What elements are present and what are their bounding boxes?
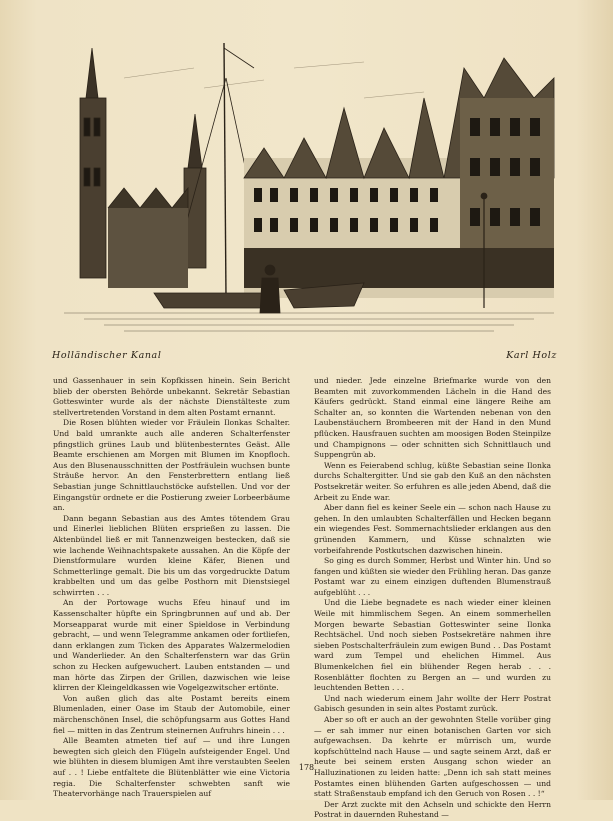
text-column-left (53, 376, 290, 800)
text-column-right (314, 376, 551, 821)
paragraph: Aber dann fiel es keiner Seele ein — schon nach Hause zu gehen. In den umlaubten Schalterfällen und Hecken begann ein wiegendes Fest. Sommernachtslieder erklangen aus den grünenden Kammern, und Küsse schnalzten wie vorbeifahrende Postkutschen dazwischen hinein. (314, 503, 551, 555)
paragraph: Der Arzt zuckte mit den Achseln und schickte den Herrn Postrat in dauernden Ruhestand — (314, 799, 551, 820)
paragraph: Wenn es Feierabend schlug, küßte Sebastian seine Ilonka durchs Schaltergitter. Und sie gab den Kuß an den nächsten Postsekretär weiter. So erfuhren es alle jeden Abend, daß die Arbeit zu Ende war. (314, 460, 551, 502)
paragraph: Dann begann Sebastian aus des Amtes tötendem Grau und Einerlei lieblichen Blüten ersprießen zu lassen. Die Aktenbündel ließ er mit Tannenzweigen bestecken, daß sie wie lachende Weihnachtspakete aussahen. An die Köpfe der Dienstformulare wurden kleine Käfer, Bienen und Schmetterlinge gemalt. Die bis um das vorgedruckte Datum krabbelten und um das gelbe Posthorn mit Dienstsiegel schwirrten . . . (53, 513, 290, 597)
paragraph: An der Portowage wuchs Efeu hinauf und im Kassenschalter hüpfte ein Springbrunnen auf und ab. Der Morseapparat wurde mit einer Spieldose in Verbindung gebracht, — und wenn Telegramme ankamen oder fortliefen, dann erklangen zum Ticken des Apparates Walzermelodien und Wanderlieder. An den Schalterfenstern war das Grün schon zu Hecken aufgewuchert. Lauben entstanden — und man hörte das Zirpen der Grillen, dazwischen wie leise klirren der Kleingeldkassen wie Vogelgezwitscher ertönte. (53, 598, 290, 693)
paragraph: Aber so oft er auch an der gewohnten Stelle vorüber ging — er sah immer nur einen botanischen Garten vor sich aufgewachsen. Da kehrte er mürrisch um, wurde kopfschüttelnd nach Hause — und sagte seinem Arzt, daß er heute bei seinem ersten Ausgang schon wieder an Halluzinationen zu leiden hatte: „Denn ich sah statt meines Postamtes einen blühenden Garten aufgeschossen — und statt Straßenstaub empfand ich den Geruch von Rosen . . !“ (314, 715, 551, 799)
paragraph: Und nach wiederum einem Jahr wollte der Herr Postrat Gabisch gesunden in sein altes Postamt zurück. (314, 693, 551, 714)
canal-etching-illustration (64, 38, 556, 334)
paragraph: Von außen glich das alte Postamt bereits einem Blumenladen, einer Oase im Staub der Automobile, einer märchenschönen Insel, die schöpfungsarm aus Gottes Hand fiel — mitten in das Zentrum steinernen Aufruhrs hinein . . . (53, 693, 290, 735)
illustration-title-caption: Holländischer Kanal (52, 350, 162, 361)
paragraph: und nieder. Jede einzelne Briefmarke wurde von den Beamten mit zuvorkommenden Lächeln in die Hand des Käufers gedrückt. Stand einmal eine längere Reihe am Schalter an, so konnten die Wartenden nebenan von den Laubenstäuchern Brombeeren mit der Hand in den Mund pflücken. Hausfrauen suchten am moosigen Boden Steinpilze und Champignons — oder schnitten sich Schnittlauch und Suppengrün ab. (314, 376, 551, 460)
illustration-artist-caption: Karl Holz (506, 350, 557, 361)
page-number: 178 (298, 763, 315, 772)
paragraph: Die Rosen blühten wieder vor Fräulein Ilonkas Schalter. Und bald umrankte auch alle anderen Schalterfenster pfingstlich grünes Laub und blütenbesterntes Geäst. Alle Beamte erschienen am Morgen mit Blumen im Knopfloch. Aus den Blusenausschnitten der Postfräulein wuchsen bunte Sträuße hervor. An den Fensterbrettern entlang ließ Sebastian junge Schnittlauchstöcke aufstellen. Und vor der Eingangstür ordnete er die Postierung zweier Lorbeerbäume an. (53, 418, 290, 513)
paragraph: und Gassenhauer in sein Kopfkissen hinein. Sein Bericht blieb der obersten Behörde unbekannt. Sekretär Sebastian Gotteswinter wurde als der nächste Dienstälteste zum stellvertretenden Vorstand in dem alten Postamt ernannt. (53, 376, 290, 417)
paragraph: So ging es durch Sommer, Herbst und Winter hin. Und so fangen und küßten sie wieder den Frühling heran. Das ganze Postamt war zu einem einzigen duftenden Blumenstrauß aufgeblüht . . . (314, 556, 551, 597)
paragraph: Alle Beamten atmeten tief auf — und ihre Lungen bewegten sich gleich den Flügeln aufsteigender Engel. Und wie blühten in diesem blumigen Amt ihre verstaubten Seelen auf . . ! Liebe entfaltete die Blütenblätter wie eine Victoria regia. Die Schalterfenster schwebten sanft wie Theatervorhänge nach Trauerspielen auf (53, 736, 290, 799)
paragraph: Und die Liebe begnadete es nach wieder einer kleinen Weile mit himmlischem Segen. An einem sommerhellen Morgen bewarte Sebastian Gotteswinter seine Ilonka Rechtsächel. Und noch sieben Postsekretäre nahmen ihre sieben Postschalterfräulein zum ewigen Bund . . Das Postamt ward zum Tempel und ehelichen Himmel. Aus Blumenkelchen fiel ein blühender Regen herab . . . Rosenblätter flochten zu Bergen an — und wurden zu leuchtenden Betten . . . (314, 598, 551, 693)
